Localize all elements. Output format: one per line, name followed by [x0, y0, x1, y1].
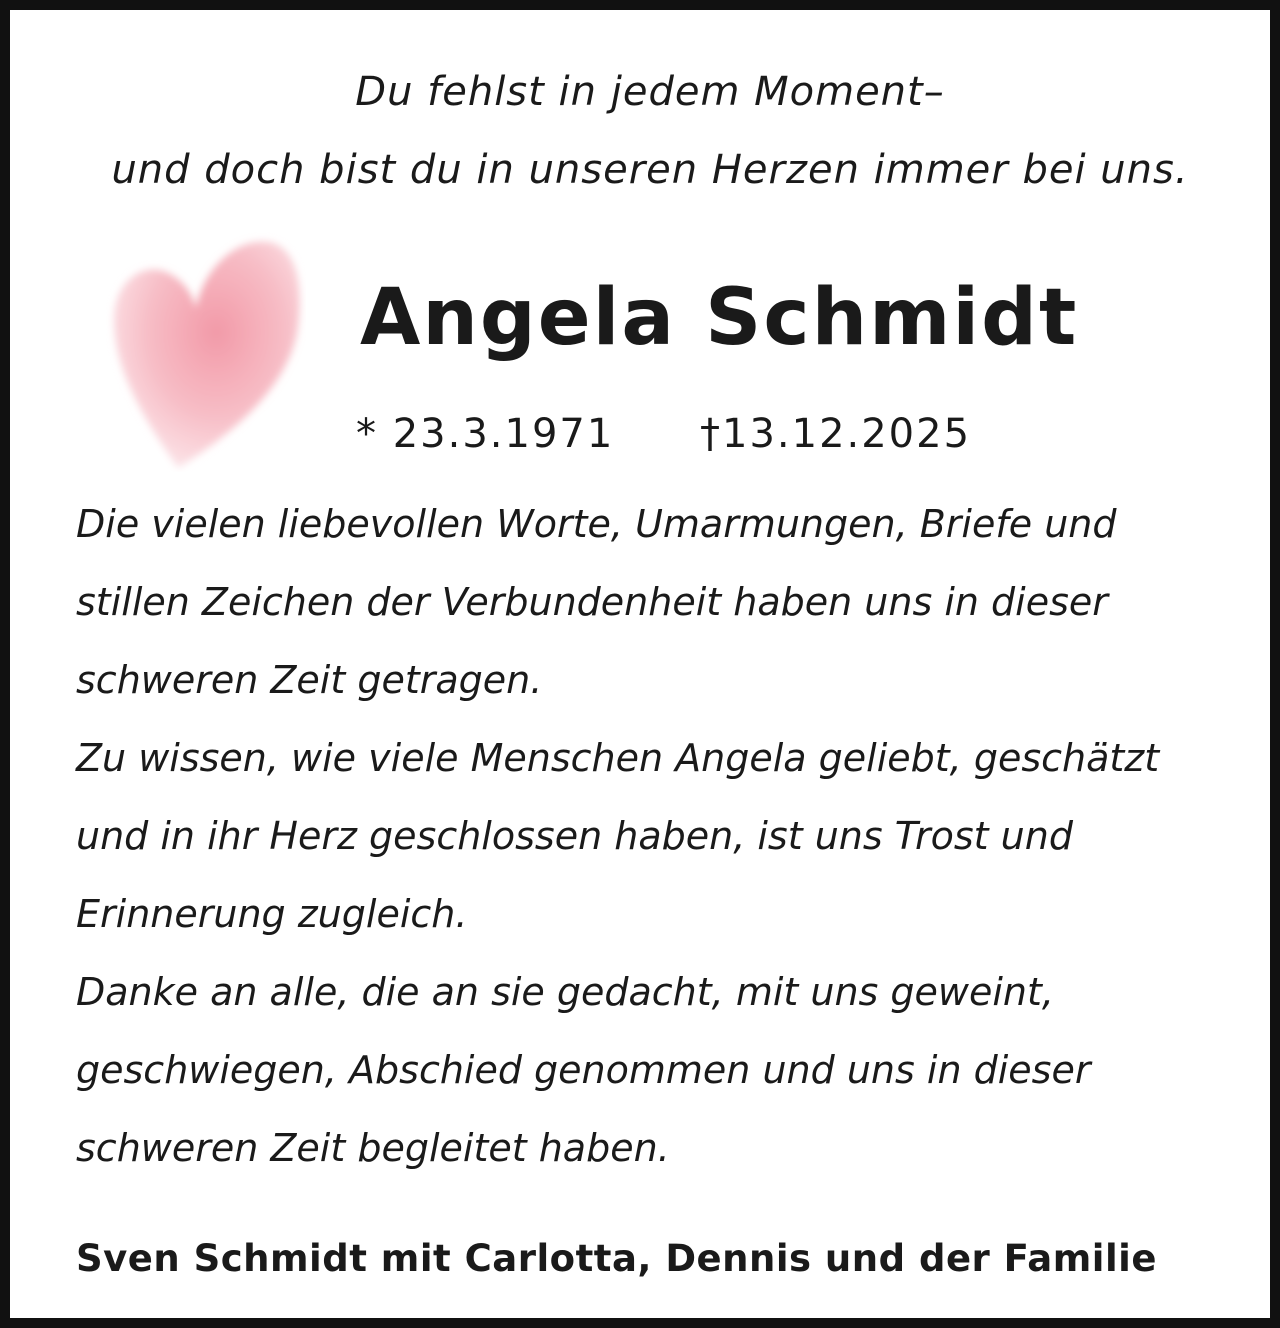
body-line: stillen Zeichen der Verbundenheit haben uns in dieser	[76, 580, 1108, 624]
motto-line-1: Du fehlst in jedem Moment–	[355, 69, 945, 115]
birth-date: * 23.3.1971	[356, 411, 615, 457]
body-line: Erinnerung zugleich.	[76, 892, 468, 936]
heart-icon	[106, 232, 306, 472]
body-line: Die vielen liebevollen Worte, Umarmungen, Briefe und	[76, 502, 1117, 546]
signature: Sven Schmidt mit Carlotta, Dennis und der Familie	[76, 1237, 1157, 1280]
deceased-name: Angela Schmidt	[360, 273, 1079, 363]
body-line: Zu wissen, wie viele Menschen Angela geliebt, geschätzt	[76, 736, 1160, 780]
body-line: Danke an alle, die an sie gedacht, mit uns geweint,	[76, 970, 1054, 1014]
body-line: schweren Zeit getragen.	[76, 658, 543, 702]
motto-line-2: und doch bist du in unseren Herzen immer bei uns.	[111, 147, 1189, 193]
body-line: geschwiegen, Abschied genommen und uns in dieser	[76, 1048, 1091, 1092]
body-line: und in ihr Herz geschlossen haben, ist uns Trost und	[76, 814, 1073, 858]
body-line: schweren Zeit begleitet haben.	[76, 1126, 670, 1170]
death-date: †13.12.2025	[700, 411, 972, 457]
